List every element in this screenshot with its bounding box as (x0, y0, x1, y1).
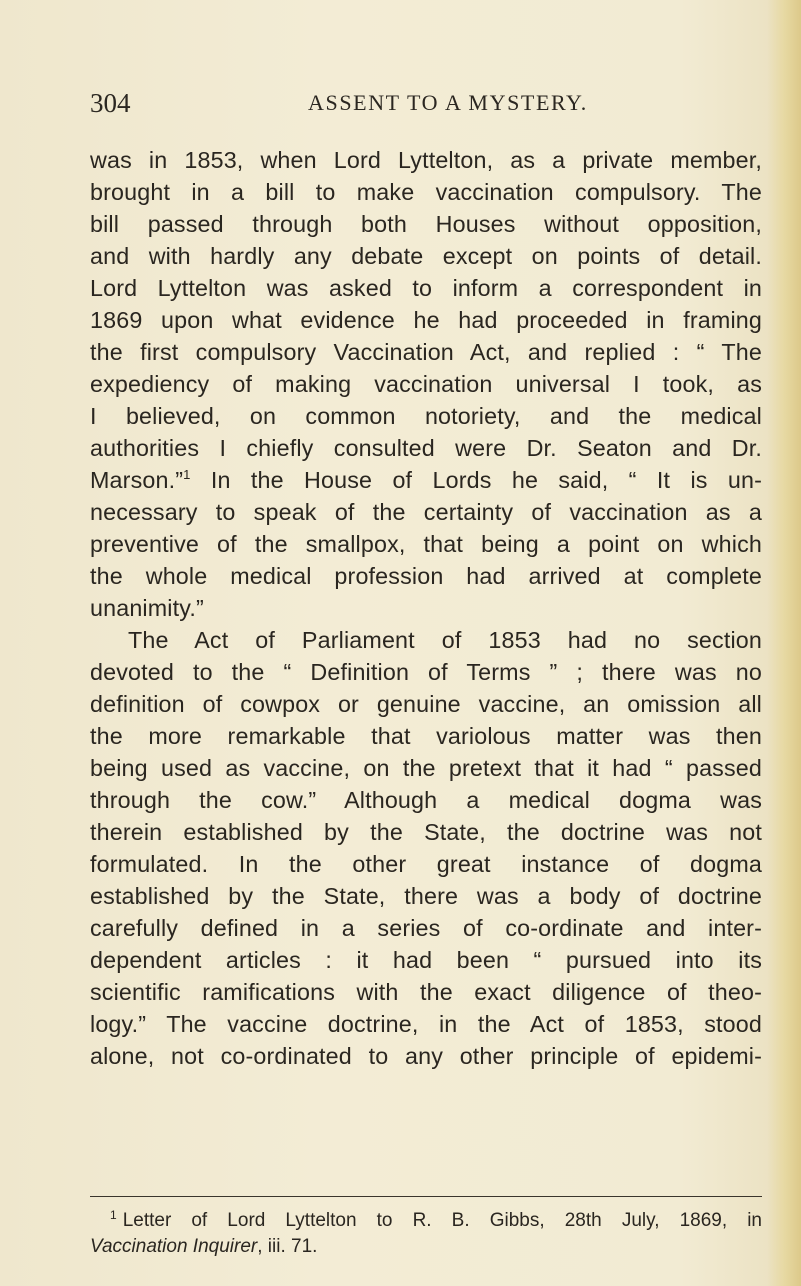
text-line: definition of cowpox or genuine vaccine, an omission all (90, 691, 762, 717)
text-line: logy.” The vaccine doctrine, in the Act of 1853, stood (90, 1011, 762, 1037)
text-line: necessary to speak of the certainty of vaccination as a (90, 499, 762, 525)
text-line: preventive of the smallpox, that being a point on which (90, 531, 762, 557)
text-line: being used as vaccine, on the pretext that it had “ passed (90, 755, 762, 781)
text-line: formulated. In the other great instance of dogma (90, 851, 762, 877)
footnote-text: , iii. 71. (257, 1236, 318, 1257)
footnote-line (90, 1234, 762, 1260)
text-line: bill passed through both Houses without opposition, (90, 211, 762, 237)
text-line: and with hardly any debate except on points of detail. (90, 243, 762, 269)
page-number: 304 (90, 88, 131, 118)
text-line: I believed, on common notoriety, and the medical (90, 403, 762, 429)
text-line: alone, not co-ordinated to any other principle of epidemi- (90, 1043, 762, 1069)
footnote (90, 1208, 762, 1260)
footnote-text: Letter of Lord Lyttelton to R. B. Gibbs, 28th July, 1869, in (122, 1210, 762, 1231)
text-line: was in 1853, when Lord Lyttelton, as a private member, (90, 147, 762, 173)
text-line: 1869 upon what evidence he had proceeded in framing (90, 307, 762, 333)
text-line: the first compulsory Vaccination Act, and replied : “ The (90, 339, 762, 365)
text-line: the whole medical profession had arrived at complete (90, 563, 762, 589)
text-line: dependent articles : it had been “ pursued into its (90, 947, 762, 973)
text-segment: In the House of Lords he said, “ It is un- (210, 467, 763, 493)
footnote-rule (90, 1196, 762, 1197)
footnote-marker: 1 (110, 1208, 117, 1222)
running-head-title: ASSENT TO A MYSTERY. (308, 90, 588, 115)
text-segment: Marson.” (90, 467, 184, 493)
text-line-paragraph-start: The Act of Parliament of 1853 had no section (128, 627, 762, 653)
footnote-reference: 1 (183, 467, 191, 482)
body-text (90, 144, 762, 1072)
text-line: through the cow.” Although a medical dogma was (90, 787, 762, 813)
text-line: carefully defined in a series of co-ordinate and inter- (90, 915, 762, 941)
running-head (90, 88, 790, 122)
text-line: established by the State, there was a body of doctrine (90, 883, 762, 909)
text-line: therein established by the State, the doctrine was not (90, 819, 762, 845)
footnote-line (90, 1208, 762, 1234)
text-line: brought in a bill to make vaccination compulsory. The (90, 179, 762, 205)
text-line-with-footnote-ref (90, 464, 762, 496)
text-line: unanimity.” (90, 595, 204, 621)
text-line: scientific ramifications with the exact diligence of theo- (90, 979, 762, 1005)
text-line: the more remarkable that variolous matter was then (90, 723, 762, 749)
footnote-publication-title: Vaccination Inquirer (90, 1236, 258, 1257)
text-line: devoted to the “ Definition of Terms ” ; there was no (90, 659, 762, 685)
text-line: authorities I chiefly consulted were Dr. Seaton and Dr. (90, 435, 762, 461)
text-line: expediency of making vaccination universal I took, as (90, 371, 762, 397)
page-edge-shading (767, 0, 801, 1286)
text-line: Lord Lyttelton was asked to inform a correspondent in (90, 275, 762, 301)
